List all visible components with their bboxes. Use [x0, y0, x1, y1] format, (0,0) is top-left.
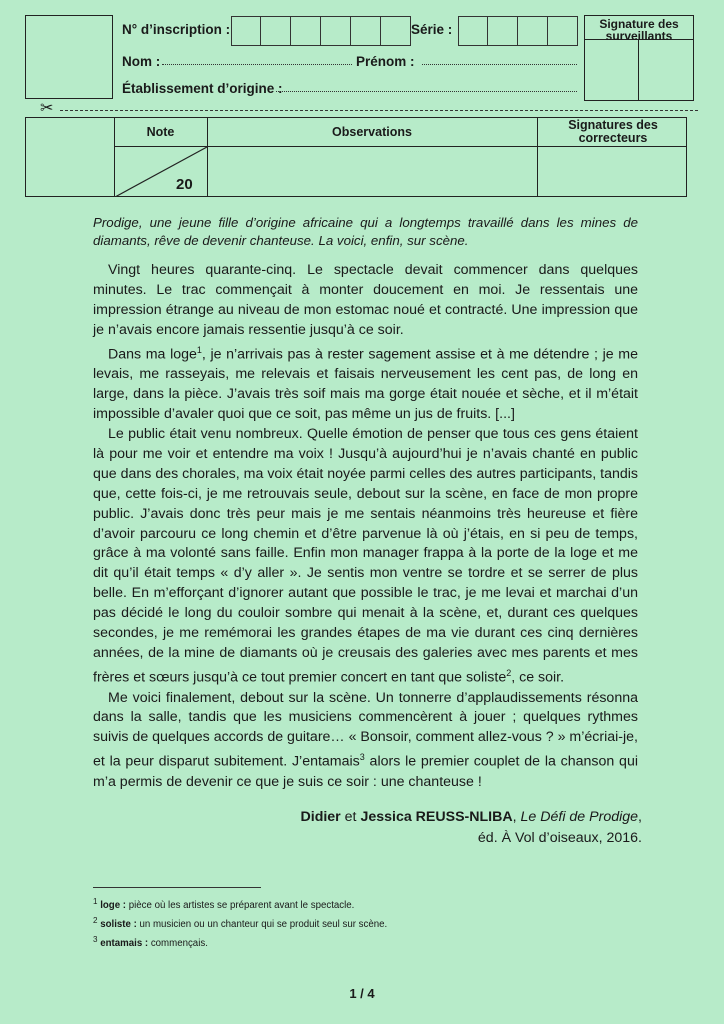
- citation: Didier et Jessica REUSS-NLIBA, Le Défi de Prodige, éd. À Vol d’oiseaux, 2016.: [300, 809, 642, 846]
- paragraph-2: Dans ma loge$^1$, je n’arrivais pas à rester sagement assise et à me détendre ; je me levais, me rasseyais, me relevais et faisais nerveusement les cent pas, de long en large, dans la pièce. J’avais très soif mais ma gorge était nouée et sèche, et il m’était impossible d’avaler quoi que ce soit, pas même un jus de fruits. [...]: [93, 344, 638, 423]
- prenom-field[interactable]: [422, 64, 577, 65]
- etablissement-label: Établissement d’origine :: [122, 81, 283, 96]
- scissors-icon: ✂: [40, 100, 54, 117]
- footnotes: [93, 894, 387, 952]
- inscription-label: N° d’inscription :: [122, 22, 231, 37]
- page-number: 1 / 4: [349, 986, 375, 1001]
- footnote-3: $^3$ entamais : commençais.: [93, 935, 208, 950]
- prenom-label: Prénom :: [356, 54, 415, 69]
- signatures-correcteurs-header: Signatures des correcteurs: [568, 118, 658, 145]
- etablissement-field[interactable]: [276, 91, 577, 92]
- photo-box: [25, 15, 113, 99]
- footnote-separator: [93, 887, 261, 888]
- paragraph-4: Me voici finalement, debout sur la scène. Un tonnerre d’applaudissements résonna dans la salle, tandis que les musiciens commencèrent à jouer ; quelques rythmes suivis de quelques accords de guitare… « Bonsoir, comment allez-vous ? » m’écriai-je, et la peur disparut subitement. J’entamais$^3$ alors le premier couplet de la chanson qui m’a permis de devenir ce que je suis ce soir : une chanteuse !: [93, 689, 638, 790]
- footnote-ref-1: 1: [196, 344, 202, 355]
- footnote-ref-2: 2: [506, 667, 512, 678]
- paragraph-1: Vingt heures quarante-cinq. Le spectacle devait commencer dans quelques minutes. Le trac commençait à monter doucement en moi. Je ressentais une impression étrange au niveau de mon estomac noué et contracté. Une impression que je n’avais encore jamais ressentie jusqu’à ce soir.: [93, 262, 638, 338]
- paragraph-3: Le public était venu nombreux. Quelle émotion de penser que tous ces gens étaient là pour me voir et entendre ma voix ! Jusqu’à aujourd’hui je n’avais chanté en public que dans des chorales, ma voix était noyée parmi celles des autres participants, tandis que, cette fois-ci, je me retrouvais seule, debout sur la scène, en face de mon propre public. J’avais donc très peur mais je me sentais néanmoins très heureuse et fière d’avoir parcouru ce long chemin et d’être parvenue là où j’étais, en si peu de temps, grâce à ma volonté sans faille. Enfin mon manager frappa à la porte de la loge et me dit qu’il était temps « d’y aller ». Je sentis mon ventre se tordre et se serrer de plus belle. En m’efforçant d’ignorer autant que possible le trac, je me levai et marchai d’un pas décidé le long du couloir sombre qui menait à la scène, et, durant ces quelques secondes, je me remémorai les grandes étapes de ma vie durant ces cinq dernières années, de la mine de diamants où je creusais des galeries avec mes parents et mes frères et sœurs jusqu’à ce tout premier concert en tant que soliste$^2$, ce soir.: [93, 425, 638, 686]
- signature-surveillants-box: [584, 15, 694, 101]
- nom-field[interactable]: [162, 64, 352, 65]
- signature-surveillants-title: Signature des surveillants: [585, 16, 693, 40]
- footnote-2: $^2$ soliste : un musicien ou un chanteur qui se produit seul sur scène.: [93, 916, 388, 931]
- main-text: [93, 261, 638, 793]
- footnote-1: $^1$ loge : pièce où les artistes se préparent avant le spectacle.: [93, 897, 355, 912]
- intro-text: Prodige, une jeune fille d’origine africaine qui a longtemps travaillé dans les mines de diamants, rêve de devenir chanteuse. La voici, enfin, sur scène.: [93, 215, 638, 248]
- cut-line: [60, 110, 698, 111]
- note-diagonal: [115, 147, 207, 197]
- serie-cells[interactable]: [458, 16, 578, 46]
- serie-label: Série :: [411, 22, 453, 37]
- observations-header: Observations: [332, 125, 412, 139]
- footnote-ref-3: 3: [359, 752, 365, 763]
- nom-label: Nom :: [122, 54, 161, 69]
- grade-table: [25, 117, 687, 197]
- note-header: Note: [146, 125, 175, 139]
- note-total: 20: [176, 176, 193, 193]
- inscription-cells[interactable]: [231, 16, 411, 46]
